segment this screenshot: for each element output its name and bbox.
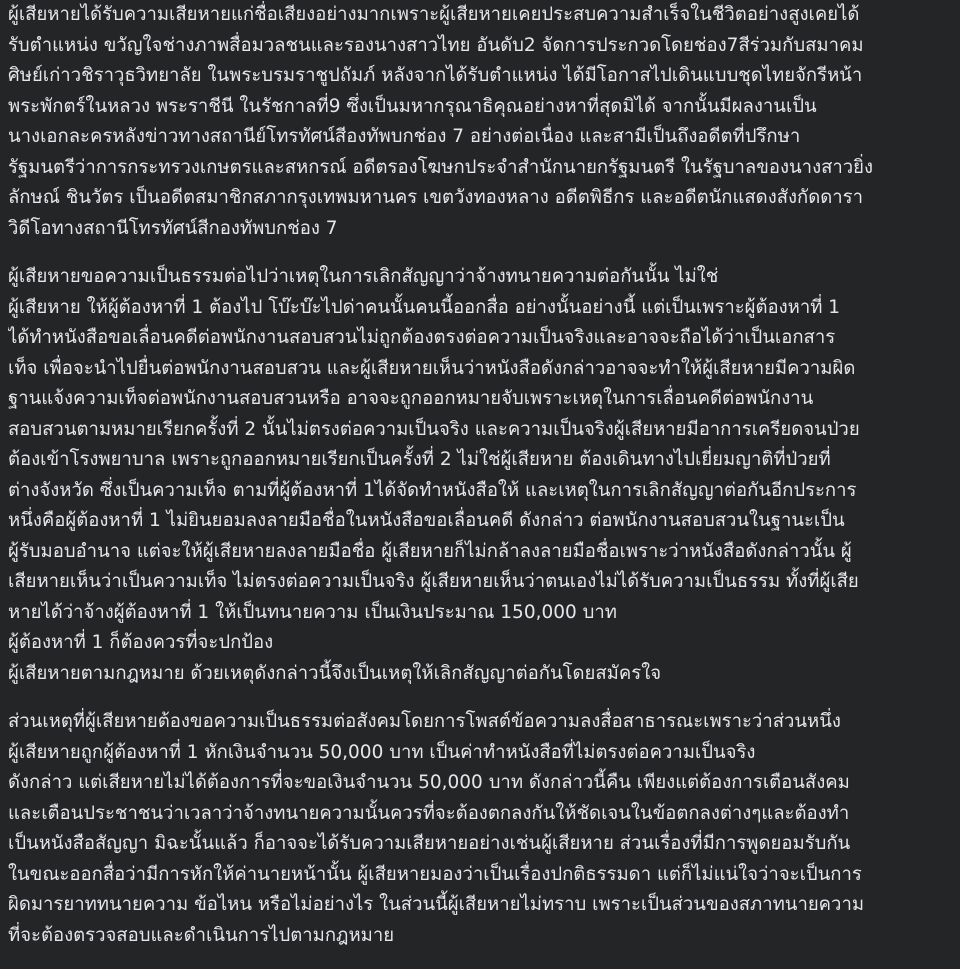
text-line: ดังกล่าว แต่เสียหายไม่ได้ต้องการที่จะขอเงินจำนวน 50,000 บาท ดังกล่าวนี้คืน เพียงแต่ต้องการเตือนสังคม <box>8 772 850 793</box>
text-line: ผู้เสียหายตามกฎหมาย ด้วยเหตุดังกล่าวนี้จึงเป็นเหตุให้เลิกสัญญาต่อกันโดยสมัครใจ <box>8 662 662 684</box>
text-line: ศิษย์เก่าวชิราวุธวิทยาลัย ในพระบรมราชูปถัมภ์ หลังจากได้รับตำแหน่ง ได้มีโอกาสไปเดินแบบชุดไทยจักรีหน้า <box>8 65 863 86</box>
text-line: วิดีโอทางสถานีโทรทัศน์สีกองทัพบกช่อง 7 <box>8 217 338 239</box>
text-line: ต้องเข้าโรงพยาบาล เพราะถูกออกหมายเรียกเป็นครั้งที่ 2 ไม่ใช่ผู้เสียหาย ต้องเดินทางไปเยี่ยมญาติที่ป่วยที่ <box>8 449 831 470</box>
text-line: รับตำแหน่ง ขวัญใจช่างภาพสื่อมวลชนและรองนางสาวไทย อันดับ2 จัดการประกวดโดยช่อง7สีร่วมกับสมาคม <box>8 34 864 56</box>
text-line: ผิดมารยาททนายความ ข้อไหน หรือไม่อย่างไร ในส่วนนี้ผู้เสียหายไม่ทราบ เพราะเป็นส่วนของสภาทนายความ <box>8 894 865 915</box>
text-line: ต่างจังหวัด ซึ่งเป็นความเท็จ ตามที่ผู้ต้องหาที่ 1ได้จัดทำหนังสือให้ และเหตุในการเลิกสัญญาต่อกันอีกประการ <box>8 479 857 501</box>
text-line: เสียหายเห็นว่าเป็นความเท็จ ไม่ตรงต่อความเป็นจริง ผู้เสียหายเห็นว่าตนเองไม่ได้รับความเป็นธรรม ทั้งที่ผู้เสีย <box>8 571 859 592</box>
text-line: ได้ทำหนังสือขอเลื่อนคดีต่อพนักงานสอบสวนไม่ถูกต้องตรงต่อความเป็นจริงและอาจจะถือได้ว่าเป็นเอกสาร <box>8 327 836 348</box>
text-line: ผู้ต้องหาที่ 1 ก็ต้องควรที่จะปกป้อง <box>8 632 274 653</box>
text-line: ส่วนเหตุที่ผู้เสียหายต้องขอความเป็นธรรมต่อสังคมโดยการโพสต์ข้อความลงสื่อสาธารณะเพราะว่าส่วนหนึ่ง <box>8 711 841 732</box>
post-paragraph-2 <box>8 262 952 689</box>
text-line: ฐานแจ้งความเท็จต่อพนักงานสอบสวนหรือ อาจจะถูกออกหมายจับเพราะเหตุในการเลื่อนคดีต่อพนักงาน <box>8 388 814 409</box>
text-line: ผู้รับมอบอำนาจ แต่จะให้ผู้เสียหายลงลายมือชื่อ ผู้เสียหายก็ไม่กล้าลงลายมือชื่อเพราะว่าหนังสือดังกล่าวนั้น ผู้ <box>8 540 852 562</box>
text-line: ลักษณ์ ชินวัตร เป็นอดีตสมาชิกสภากรุงเทพมหานคร เขตวังทองหลาง อดีตพิธีกร และอดีตนักแสดงสังกัดดารา <box>8 187 863 208</box>
text-line: รัฐมนตรีว่าการกระทรวงเกษตรและสหกรณ์ อดีตรองโฆษกประจำสำนักนายกรัฐมนตรี ในรัฐบาลของนางสาวยิ่ง <box>8 156 874 178</box>
text-line: หายได้ว่าจ้างผู้ต้องหาที่ 1 ให้เป็นทนายความ เป็นเงินประมาณ 150,000 บาท <box>8 601 617 623</box>
text-line: ในขณะออกสื่อว่ามีการหักให้ค่านายหน้านั้น ผู้เสียหายมองว่าเป็นเรื่องปกติธรรมดา แต่ก็ไม่แน่ใจว่าจะเป็นการ <box>8 863 862 885</box>
text-line: หนึ่งคือผู้ต้องหาที่ 1 ไม่ยินยอมลงลายมือชื่อในหนังสือขอเลื่อนคดี ดังกล่าว ต่อพนักงานสอบสวนในฐานะเป็น <box>8 510 845 531</box>
text-line: นางเอกละครหลังข่าวทางสถานีย์โทรทัศน์สีองทัพบกช่อง 7 อย่างต่อเนื่อง และสามีเป็นถึงอดีตที่ปรึกษา <box>8 126 801 147</box>
text-line: พระพักตร์ในหลวง พระราชีนี ในรัชกาลที่9 ซึ่งเป็นมหากรุณาธิคุณอย่างหาที่สุดมิได้ จากนั้นมีผลงานเป็น <box>8 95 817 117</box>
text-line: ผู้เสียหายได้รับความเสียหายแก่ชื่อเสียงอย่างมากเพราะผู้เสียหายเคยประสบความสำเร็จในชีวิตอย่างสูงเคยได้ <box>8 4 860 25</box>
post-paragraph-3 <box>8 707 952 951</box>
text-line: ที่จะต้องตรวจสอบและดำเนินการไปตามกฎหมาย <box>8 924 395 946</box>
text-line: ผู้เสียหายขอความเป็นธรรมต่อไปว่าเหตุในการเลิกสัญญาว่าจ้างทนายความต่อกันนั้น ไม่ใช่ <box>8 266 719 287</box>
text-line: ผู้เสียหายถูกผู้ต้องหาที่ 1 หักเงินจำนวน 50,000 บาท เป็นค่าทำหนังสือที่ไม่ตรงต่อความเป็นจริง <box>8 741 756 763</box>
text-line: สอบสวนตามหมายเรียกครั้งที่ 2 นั้นไม่ตรงต่อความเป็นจริง และความเป็นจริงผู้เสียหายมีอาการเครียดจนป่วย <box>8 418 860 440</box>
text-line: ผู้เสียหาย ให้ผู้ต้องหาที่ 1 ต้องไป โบ๊ะบ๊ะไปด่าคนนั้นคนนี้ออกสื่อ อย่างนั้นอย่างนี้ แต่เป็นเพราะผู้ต้องหาที่ 1 <box>8 296 841 318</box>
text-line: เป็นหนังสือสัญญา มิฉะนั้นแล้ว ก็อาจจะได้รับความเสียหายอย่างเช่นผู้เสียหาย ส่วนเรื่องที่มีการพูดยอมรับกัน <box>8 833 851 854</box>
post-body <box>8 0 952 969</box>
post-paragraph-1 <box>8 0 952 244</box>
text-line: และเตือนประชาชนว่าเวลาว่าจ้างทนายความนั้นควรที่จะต้องตกลงกันให้ชัดเจนในข้อตกลงต่างๆและต้องทำ <box>8 802 850 824</box>
text-line: เท็จ เพื่อจะนำไปยื่นต่อพนักงานสอบสวน และผู้เสียหายเห็นว่าหนังสือดังกล่าวอาจจะทำให้ผู้เสียหายมีความผิด <box>8 357 856 379</box>
